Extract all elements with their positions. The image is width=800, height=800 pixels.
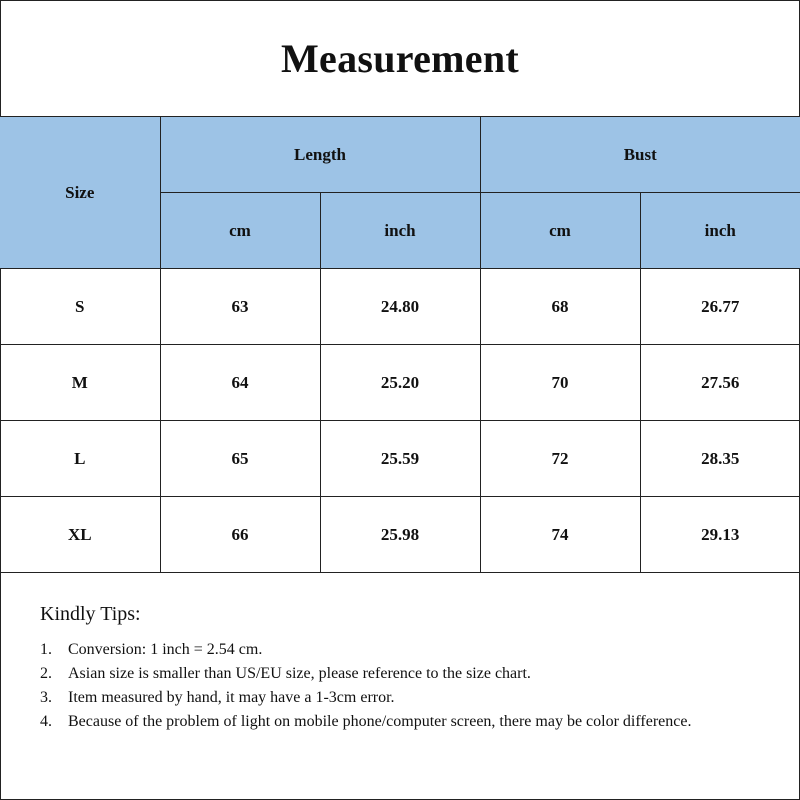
length-inch-cell: 24.80: [320, 269, 480, 345]
table-header-row: [0, 117, 800, 193]
tips-list: [40, 638, 760, 734]
length-inch-cell: 25.20: [320, 345, 480, 421]
bust-cm-cell: 74: [480, 497, 640, 573]
length-cm-cell: 65: [160, 421, 320, 497]
tip-number: 3.: [40, 689, 52, 706]
table-row: [0, 269, 800, 345]
tips-heading: Kindly Tips:: [40, 603, 141, 625]
length-inch-cell: 25.98: [320, 497, 480, 573]
length-inch-cell: 25.59: [320, 421, 480, 497]
kindly-tips-section: [40, 602, 760, 734]
bust-inch-cell: 29.13: [640, 497, 800, 573]
length-inch-header: inch: [320, 193, 480, 269]
size-cell: S: [0, 269, 160, 345]
size-cell: M: [0, 345, 160, 421]
length-cm-cell: 63: [160, 269, 320, 345]
bust-inch-cell: 26.77: [640, 269, 800, 345]
table-row: [0, 421, 800, 497]
tip-text: Conversion: 1 inch = 2.54 cm.: [68, 641, 263, 658]
list-item: [40, 662, 760, 686]
length-cm-cell: 64: [160, 345, 320, 421]
tip-number: 1.: [40, 641, 52, 658]
table-row: [0, 345, 800, 421]
tip-text: Because of the problem of light on mobile phone/computer screen, there may be color difference.: [68, 713, 692, 730]
tip-number: 4.: [40, 713, 52, 730]
list-item: [40, 710, 760, 734]
size-chart-table: [0, 116, 800, 573]
length-group-header: Length: [160, 117, 480, 193]
list-item: [40, 638, 760, 662]
page-title: Measurement: [280, 35, 520, 81]
bust-cm-cell: 72: [480, 421, 640, 497]
size-cell: L: [0, 421, 160, 497]
size-column-header: Size: [0, 117, 160, 269]
bust-cm-cell: 68: [480, 269, 640, 345]
length-cm-header: cm: [160, 193, 320, 269]
tip-text: Item measured by hand, it may have a 1-3cm error.: [68, 689, 395, 706]
bust-group-header: Bust: [480, 117, 800, 193]
bust-cm-cell: 70: [480, 345, 640, 421]
size-cell: XL: [0, 497, 160, 573]
tip-text: Asian size is smaller than US/EU size, please reference to the size chart.: [68, 665, 531, 682]
bust-cm-header: cm: [480, 193, 640, 269]
length-cm-cell: 66: [160, 497, 320, 573]
bust-inch-header: inch: [640, 193, 800, 269]
bust-inch-cell: 28.35: [640, 421, 800, 497]
list-item: [40, 686, 760, 710]
tip-number: 2.: [40, 665, 52, 682]
bust-inch-cell: 27.56: [640, 345, 800, 421]
table-row: [0, 497, 800, 573]
